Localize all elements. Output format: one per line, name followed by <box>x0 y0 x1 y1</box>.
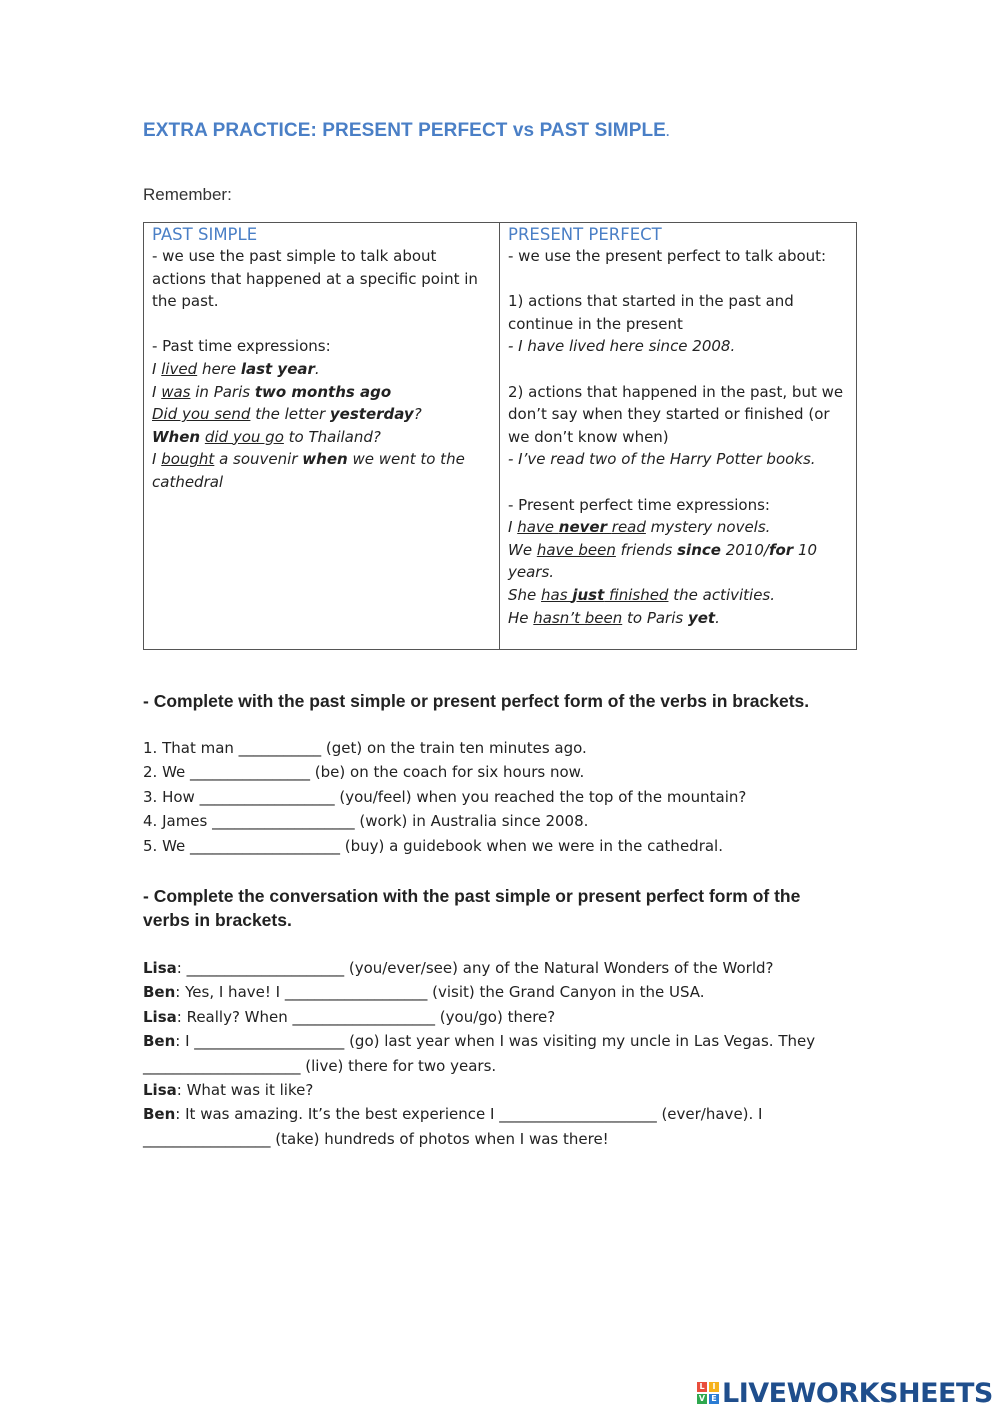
conversation-line: Ben: I ____________________ (go) last year when I was visiting my uncle in Las Vegas. They <box>143 1032 816 1051</box>
speaker: Ben <box>143 1105 176 1124</box>
blank-line <box>508 268 848 291</box>
section-1-instruction: - Complete with the past simple or present perfect form of the verbs in brackets. <box>143 691 810 711</box>
past-simple-intro-line: - we use the past simple to talk about <box>152 247 437 265</box>
exercise-item: 1. That man ___________ (get) on the train ten minutes ago. <box>143 739 587 757</box>
past-simple-heading: PAST SIMPLE <box>152 225 258 244</box>
past-example-4: When did you go to Thailand? <box>152 427 381 446</box>
page-title <box>143 120 669 142</box>
conversation-line: Lisa: _____________________ (you/ever/see) any of the Natural Wonders of the World? <box>143 959 774 977</box>
grammar-table <box>143 222 857 650</box>
past-simple-intro-line: actions that happened at a specific point in <box>152 269 478 288</box>
section-2-instruction-line: - Complete the conversation with the past simple or present perfect form of the <box>143 886 801 906</box>
past-simple-intro-line: the past. <box>152 292 219 311</box>
speaker: Ben <box>143 983 176 1002</box>
blank-line <box>152 313 491 336</box>
conversation-line: _____________________ (live) there for two years. <box>143 1056 497 1075</box>
logo-text: LIVEWORKSHEETS <box>722 1377 993 1409</box>
section-2-instruction <box>143 884 863 932</box>
use-2-line: don’t say when they started or finished (or <box>508 405 830 424</box>
exercise-item: 5. We ____________________ (buy) a guidebook when we were in the cathedral. <box>143 836 723 855</box>
conversation-line: Lisa: What was it like? <box>143 1081 314 1100</box>
past-example-3: Did you send the letter yesterday? <box>152 405 422 424</box>
use-1-example: - I have lived here since 2008. <box>508 337 736 356</box>
present-perfect-column <box>500 223 856 649</box>
blank-line <box>508 358 848 381</box>
exercise-item: 4. James ___________________ (work) in Australia since 2008. <box>143 812 589 831</box>
page-title-text: EXTRA PRACTICE: PRESENT PERFECT vs PAST SIMPLE <box>143 120 666 141</box>
present-example-3: She has just finished the activities. <box>508 585 776 604</box>
use-2-line: 2) actions that happened in the past, but we <box>508 382 844 401</box>
past-expressions-heading: - Past time expressions: <box>152 337 331 356</box>
present-example-4: He hasn’t been to Paris yet. <box>508 608 720 627</box>
liveworksheets-logo <box>697 1376 993 1410</box>
present-example-2: We have been friends since 2010/for 10 <box>508 540 818 559</box>
blank-line <box>508 471 848 494</box>
speaker: Lisa <box>143 1007 177 1026</box>
past-example-5-cont: cathedral <box>152 472 224 491</box>
use-1-line: continue in the present <box>508 314 683 333</box>
past-example-5: I bought a souvenir when we went to the <box>152 450 465 469</box>
use-2-example: - I’ve read two of the Harry Potter books. <box>508 450 816 469</box>
conversation-line: Ben: It was amazing. It’s the best experience I _____________________ (ever/have). I <box>143 1105 763 1124</box>
section-2-instruction-line: verbs in brackets. <box>143 910 292 930</box>
logo-mark-icon: L I V E <box>697 1382 719 1404</box>
past-simple-column <box>144 223 500 649</box>
remember-label: Remember: <box>143 185 232 204</box>
use-2-line: we don’t know when) <box>508 427 669 446</box>
past-example-1: I lived here last year. <box>152 359 320 378</box>
section-1-list <box>143 736 863 858</box>
present-expressions-heading: - Present perfect time expressions: <box>508 495 770 514</box>
conversation-line: _________________ (take) hundreds of photos when I was there! <box>143 1129 609 1148</box>
present-example-1: I have never read mystery novels. <box>508 518 771 537</box>
present-perfect-heading: PRESENT PERFECT <box>508 225 662 244</box>
conversation <box>143 956 863 1151</box>
present-perfect-intro: - we use the present perfect to talk about: <box>508 247 827 265</box>
speaker: Lisa <box>143 959 177 977</box>
exercise-item: 3. How __________________ (you/feel) when you reached the top of the mountain? <box>143 787 747 806</box>
use-1-line: 1) actions that started in the past and <box>508 292 794 311</box>
conversation-line: Ben: Yes, I have! I ___________________ (visit) the Grand Canyon in the USA. <box>143 983 705 1002</box>
present-example-2-cont: years. <box>508 563 555 582</box>
page-title-dot: . <box>665 125 670 139</box>
past-example-2: I was in Paris two months ago <box>152 382 392 401</box>
speaker: Ben <box>143 1032 176 1051</box>
exercise-item: 2. We ________________ (be) on the coach for six hours now. <box>143 763 585 782</box>
conversation-line: Lisa: Really? When ___________________ (you/go) there? <box>143 1007 556 1026</box>
speaker: Lisa <box>143 1081 177 1100</box>
